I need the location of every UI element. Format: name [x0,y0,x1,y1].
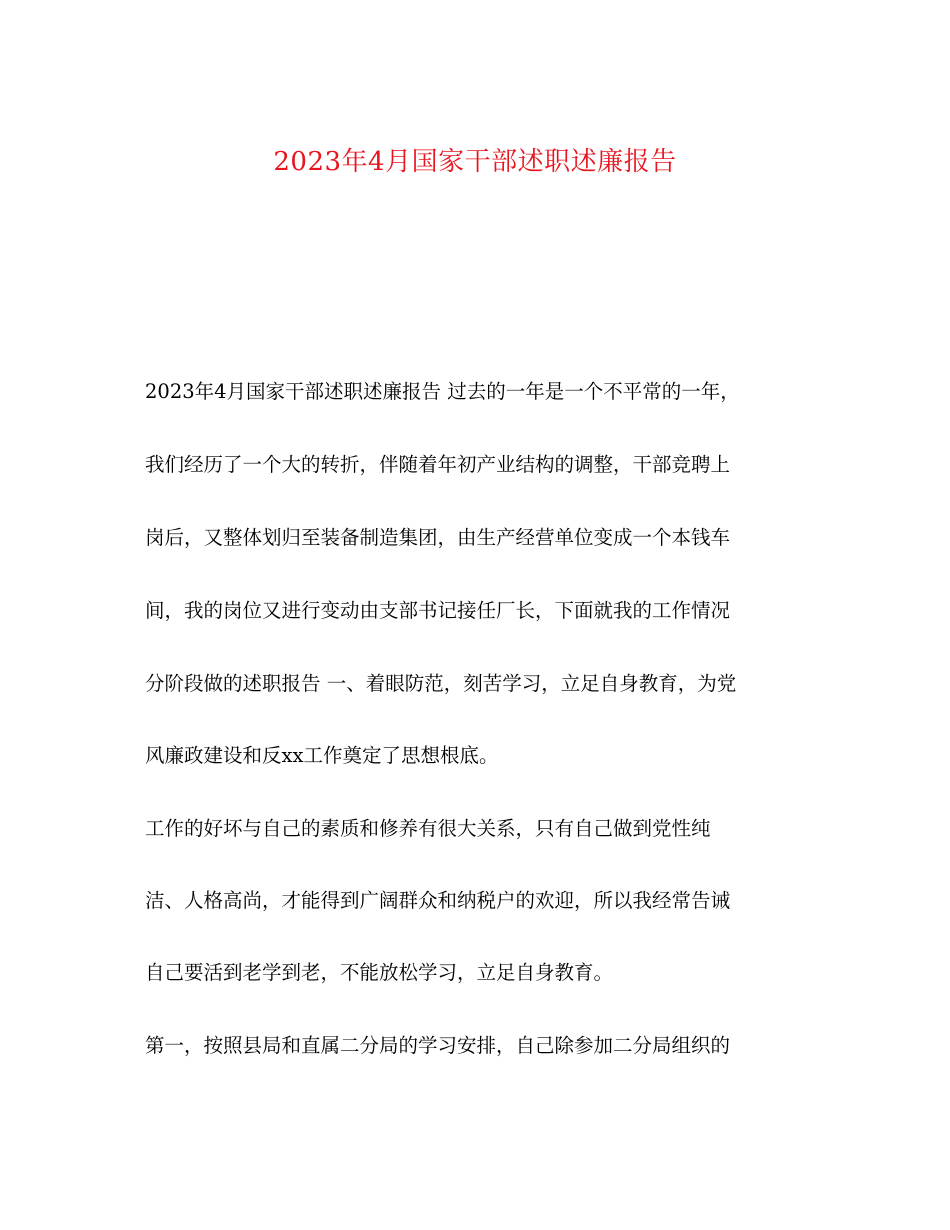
document-title: 2023年4月国家干部述职述廉报告 [273,147,677,177]
body-line: 工作的好坏与自己的素质和修养有很大关系，只有自己做到党性纯 [145,817,711,840]
body-line: 分阶段做的述职报告 一、着眼防范，刻苦学习，立足自身教育，为党 [145,672,737,695]
body-line: 自己要活到老学到老，不能放松学习，立足自身教育。 [145,961,614,984]
body-line: 风廉政建设和反xx工作奠定了思想根底。 [145,744,499,767]
body-line: 岗后，又整体划归至装备制造集团，由生产经营单位变成一个本钱车 [145,526,731,549]
body-line: 第一，按照县局和直属二分局的学习安排，自己除参加二分局组织的 [145,1034,731,1057]
body-line: 2023年4月国家干部述职述廉报告 过去的一年是一个不平常的一年， [145,380,740,403]
body-line: 洁、人格高尚，才能得到广阔群众和纳税户的欢迎，所以我经常告诫 [145,889,731,912]
body-line: 我们经历了一个大的转折，伴随着年初产业结构的调整，干部竞聘上 [145,453,731,476]
body-line: 间，我的岗位又进行变动由支部书记接任厂长，下面就我的工作情况 [145,599,731,622]
